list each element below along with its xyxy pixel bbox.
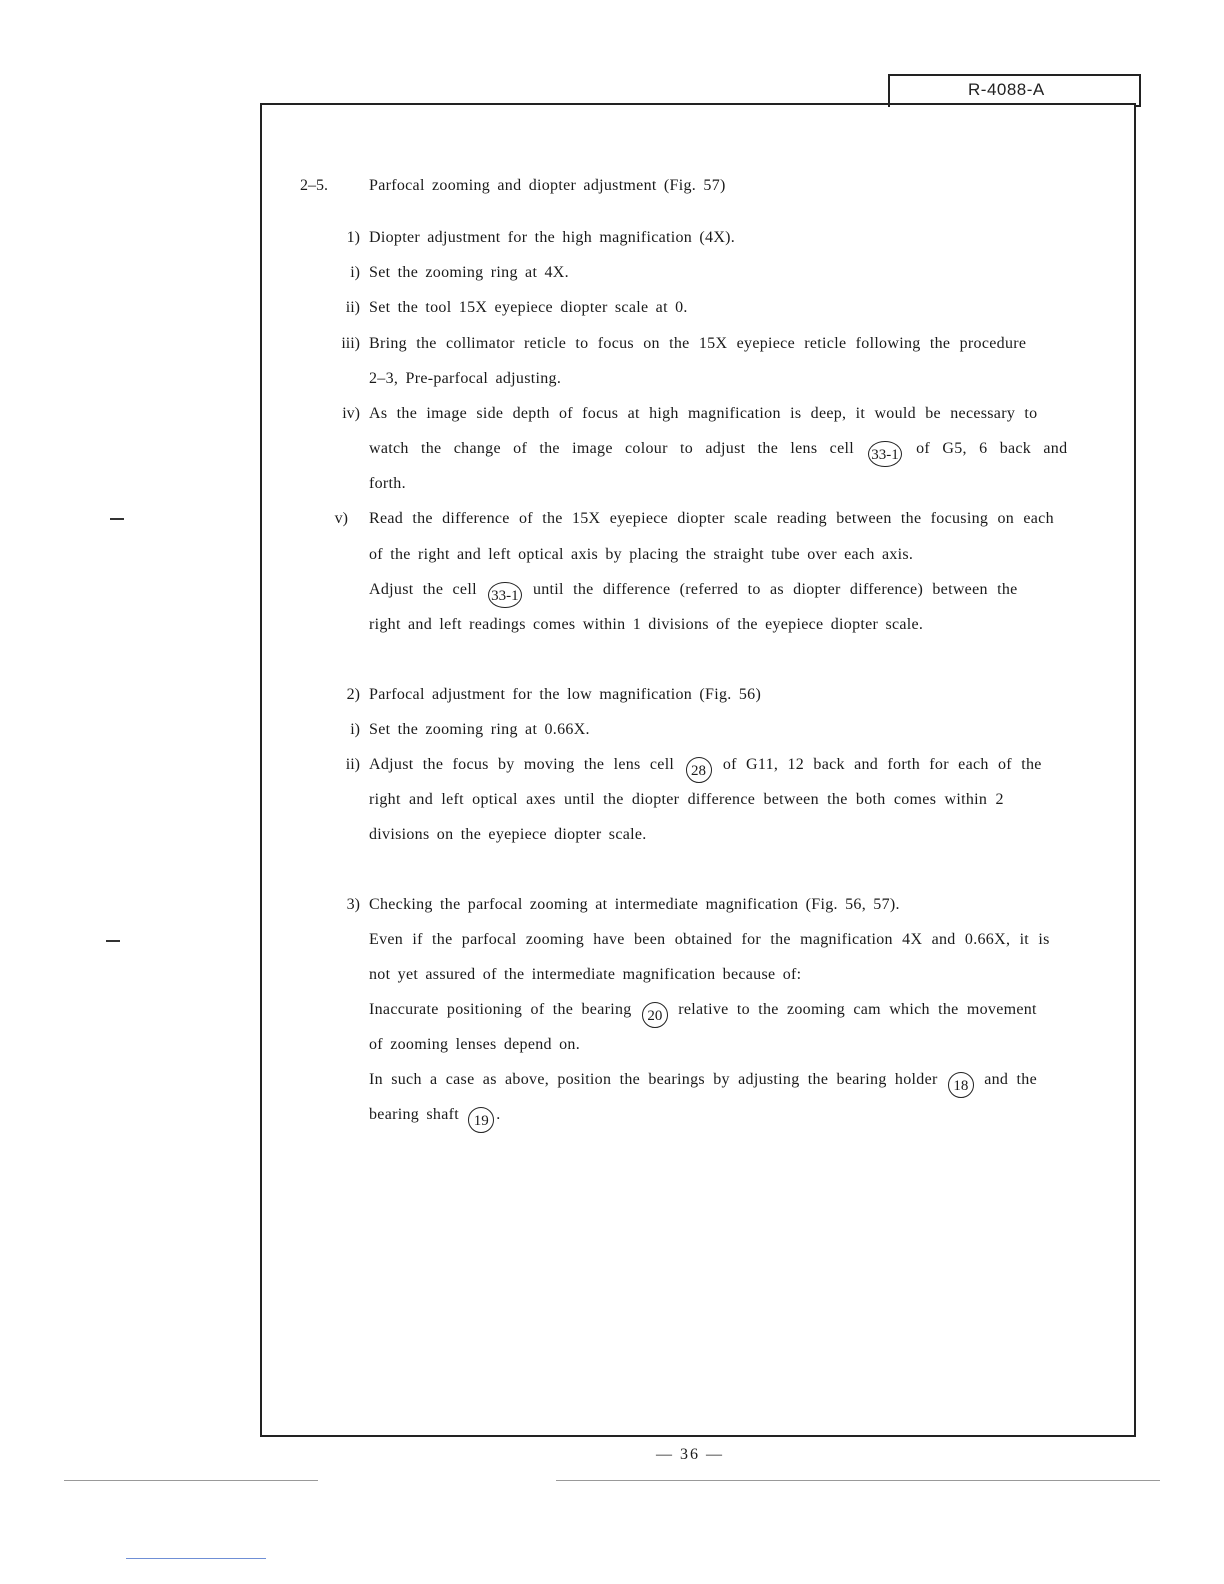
part-ref-33-1: 33-1	[868, 441, 902, 467]
step-3-line3-text-end: relative to the zooming cam which the movement	[678, 1001, 1037, 1018]
part-ref-33-1: 33-1	[488, 582, 522, 608]
margin-mark	[106, 940, 120, 942]
step-2-ii-number: ii)	[345, 756, 360, 773]
step-2-i-number: i)	[350, 721, 360, 738]
step-2-ii-line1-text-end: of G11, 12 back and forth for each of the	[722, 756, 1042, 773]
section-number: 2–5.	[300, 177, 328, 194]
step-3-line3-text: Inaccurate positioning of the bearing	[369, 1001, 632, 1018]
step-1-i-number: i)	[350, 264, 360, 281]
step-3-line2: not yet assured of the intermediate magnification because of:	[369, 966, 802, 983]
step-2-ii-line1	[369, 755, 1042, 783]
step-2-ii-line2: right and left optical axes until the diopter difference between the both comes within 2	[369, 791, 1004, 808]
step-1-i-text: Set the zooming ring at 4X.	[369, 264, 569, 281]
step-3-line4: of zooming lenses depend on.	[369, 1036, 581, 1053]
step-3-line1: Even if the parfocal zooming have been obtained for the magnification 4X and 0.66X, it is	[369, 931, 1050, 948]
step-3-line3	[369, 1000, 1037, 1028]
step-2-title: Parfocal adjustment for the low magnification (Fig. 56)	[369, 686, 762, 703]
part-ref-28: 28	[686, 757, 712, 783]
step-1-iv-line2	[369, 439, 1067, 467]
page-number: — 36 —	[656, 1446, 724, 1463]
step-1-v-line1: Read the difference of the 15X eyepiece diopter scale reading between the focusing on each	[369, 510, 1054, 527]
part-ref-20: 20	[642, 1002, 668, 1028]
step-1-number: 1)	[346, 229, 360, 246]
step-1-ii-text: Set the tool 15X eyepiece diopter scale at 0.	[369, 299, 688, 316]
scan-rule	[556, 1480, 1160, 1481]
step-2-ii-line1-text: Adjust the focus by moving the lens cell	[369, 756, 675, 773]
document-code: R-4088-A	[968, 80, 1045, 99]
step-3-number: 3)	[346, 896, 360, 913]
step-1-iii-number: iii)	[341, 335, 360, 352]
step-1-v-line3	[369, 580, 1018, 608]
step-1-v-line3-text: Adjust the cell	[369, 581, 477, 598]
step-2-number: 2)	[346, 686, 360, 703]
step-1-iv-number: iv)	[342, 405, 360, 422]
step-1-title: Diopter adjustment for the high magnification (4X).	[369, 229, 736, 246]
part-ref-18: 18	[948, 1072, 974, 1098]
step-1-v-line3-text-end: until the difference (referred to as diopter difference) between the	[532, 581, 1018, 598]
step-2-ii-line3: divisions on the eyepiece diopter scale.	[369, 826, 647, 843]
step-3-line6-text: bearing shaft	[369, 1106, 459, 1123]
scan-rule	[64, 1480, 318, 1481]
step-3-line6-text-end: .	[496, 1106, 501, 1123]
section-title: Parfocal zooming and diopter adjustment (Fig. 57)	[369, 177, 726, 194]
step-1-v-line2: of the right and left optical axis by placing the straight tube over each axis.	[369, 546, 914, 563]
part-ref-19: 19	[468, 1107, 494, 1133]
step-1-v-number: v)	[334, 510, 348, 527]
step-3-title: Checking the parfocal zooming at intermediate magnification (Fig. 56, 57).	[369, 896, 900, 913]
step-1-iv-line2-text: watch the change of the image colour to adjust the lens cell	[369, 440, 854, 457]
step-1-iii-line2: 2–3, Pre-parfocal adjusting.	[369, 370, 562, 387]
step-3-line5-text-end: and the	[984, 1071, 1037, 1088]
step-1-iv-line1: As the image side depth of focus at high magnification is deep, it would be necessary to	[369, 405, 1038, 422]
step-1-iii-line1: Bring the collimator reticle to focus on the 15X eyepiece reticle following the procedure	[369, 335, 1027, 352]
step-3-line5-text: In such a case as above, position the bearings by adjusting the bearing holder	[369, 1071, 938, 1088]
margin-mark	[110, 518, 124, 520]
step-1-v-line4: right and left readings comes within 1 divisions of the eyepiece diopter scale.	[369, 616, 924, 633]
step-1-iv-line2-text-end: of G5, 6 back and	[916, 440, 1068, 457]
step-1-iv-line3: forth.	[369, 475, 406, 492]
step-3-line5	[369, 1070, 1037, 1098]
step-1-ii-number: ii)	[345, 299, 360, 316]
frame-corner	[1134, 105, 1141, 107]
scan-rule-blue	[126, 1558, 266, 1559]
step-3-line6	[369, 1105, 501, 1133]
step-2-i-text: Set the zooming ring at 0.66X.	[369, 721, 590, 738]
